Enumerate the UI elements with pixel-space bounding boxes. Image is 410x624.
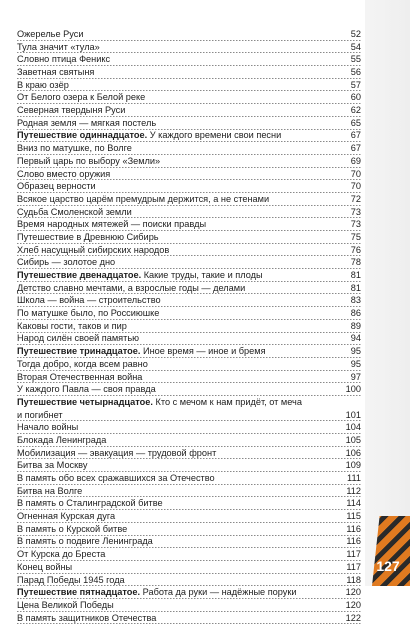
toc-entry-page: 101	[345, 409, 361, 420]
toc-entry-page: 106	[345, 447, 361, 458]
toc-entry-page: 52	[350, 28, 361, 39]
toc-entry	[17, 66, 361, 79]
toc-entry-page: 76	[350, 244, 361, 255]
toc-entry	[17, 561, 361, 574]
toc-entry-title: По матушке было, по Россиюшке	[17, 308, 160, 319]
toc-entry-title: Вторая Отечественная война	[17, 371, 143, 382]
toc-entry-page: 89	[350, 320, 361, 331]
toc-entry-title: Тогда добро, когда всем равно	[17, 358, 148, 369]
toc-entry-title: Родная земля — мягкая постель	[17, 117, 157, 128]
toc-entry-page: 67	[350, 130, 361, 141]
toc-entry-page: 109	[345, 460, 361, 471]
toc-entry-title: Огненная Курская дуга	[17, 511, 116, 522]
toc-entry-page: 117	[346, 549, 361, 560]
toc-section-subtitle: Какие труды, такие и плоды	[141, 270, 263, 281]
toc-entry	[17, 472, 361, 485]
toc-entry-page: 95	[350, 358, 361, 369]
toc-entry-title	[17, 396, 306, 409]
toc-entry-page: 117	[346, 561, 361, 572]
toc-entry-page: 83	[350, 295, 361, 306]
toc-entry-page: 73	[350, 206, 361, 217]
toc-entry-title	[17, 269, 267, 282]
toc-entry	[17, 510, 361, 523]
table-of-contents	[17, 28, 361, 624]
toc-entry-page: 70	[350, 181, 361, 192]
toc-entry	[17, 91, 361, 104]
toc-entry-page: 81	[350, 270, 361, 281]
toc-entry-page: 94	[350, 333, 361, 344]
toc-entry	[17, 497, 361, 510]
toc-entry	[17, 409, 361, 422]
toc-entry-title: Путешествие в Древнюю Сибирь	[17, 231, 159, 242]
toc-entry-title: Народ силён своей памятью	[17, 333, 140, 344]
toc-entry-title: Ожерелье Руси	[17, 28, 84, 39]
toc-entry-page: 57	[350, 79, 361, 90]
toc-section-subtitle: Иное время — иное и бремя	[140, 346, 266, 357]
toc-entry-title: Битва за Москву	[17, 460, 88, 471]
toc-entry-title: Судьба Смоленской земли	[17, 206, 132, 217]
toc-entry-title: У каждого Павла — своя правда	[17, 384, 156, 395]
toc-entry-title: Битва на Волге	[17, 485, 83, 496]
toc-entry	[17, 193, 361, 206]
toc-entry	[17, 536, 361, 549]
toc-entry-title: Северная твердыня Руси	[17, 105, 126, 116]
toc-entry-title: В память о подвиге Ленинграда	[17, 536, 153, 547]
toc-entry-page: 56	[350, 67, 361, 78]
toc-entry	[17, 231, 361, 244]
toc-entry-page: 70	[350, 168, 361, 179]
toc-entry-page: 81	[350, 282, 361, 293]
toc-entry-title: Детство славно мечтами, а взрослые годы — делами	[17, 282, 246, 293]
toc-entry-page: 86	[350, 308, 361, 319]
toc-entry-page: 65	[350, 117, 361, 128]
toc-entry	[17, 612, 361, 624]
toc-entry	[17, 218, 361, 231]
toc-entry-page: 54	[350, 41, 361, 52]
toc-entry-title: Словно птица Феникс	[17, 54, 111, 65]
toc-entry-page: 67	[350, 143, 361, 154]
toc-entry-title: От Белого озера к Белой реке	[17, 92, 146, 103]
toc-entry	[17, 28, 361, 41]
toc-entry	[17, 117, 361, 130]
toc-entry-page: 60	[350, 92, 361, 103]
toc-entry-title: В память обо всех сражавшихся за Отечество	[17, 473, 215, 484]
toc-entry	[17, 282, 361, 295]
toc-section-label: Путешествие четырнадцатое.	[17, 396, 153, 407]
toc-section-subtitle: Работа да руки — надёжные поруки	[140, 587, 297, 598]
toc-entry	[17, 523, 361, 536]
toc-entry-title: От Курска до Бреста	[17, 549, 106, 560]
toc-entry	[17, 358, 361, 371]
toc-section-label: Путешествие двенадцатое.	[17, 270, 142, 281]
toc-entry-title: В память о Сталинградской битве	[17, 498, 163, 509]
toc-entry-title: Начало войны	[17, 422, 79, 433]
toc-entry	[17, 421, 361, 434]
toc-entry	[17, 180, 361, 193]
toc-section-label: Путешествие одиннадцатое.	[17, 130, 148, 141]
toc-entry-page: 118	[346, 574, 361, 585]
toc-entry	[17, 447, 361, 460]
toc-section-heading	[17, 345, 361, 358]
toc-entry-page: 111	[347, 473, 361, 484]
toc-entry	[17, 168, 361, 181]
toc-entry	[17, 53, 361, 66]
toc-entry-title: В память защитников Отечества	[17, 612, 157, 623]
toc-entry	[17, 333, 361, 346]
toc-entry-title: Парад Победы 1945 года	[17, 574, 125, 585]
right-margin-band	[365, 0, 410, 586]
toc-entry	[17, 142, 361, 155]
toc-entry	[17, 244, 361, 257]
toc-entry-title: Заветная святыня	[17, 67, 95, 78]
toc-section-heading	[17, 130, 361, 143]
toc-entry-title: Слово вместо оружия	[17, 168, 111, 179]
toc-entry	[17, 41, 361, 54]
toc-entry-page: 97	[350, 371, 361, 382]
toc-entry	[17, 548, 361, 561]
toc-entry-title	[17, 345, 270, 358]
toc-entry	[17, 574, 361, 587]
toc-entry-title	[17, 129, 285, 142]
toc-entry-title	[17, 586, 301, 599]
toc-entry-title: Вниз по матушке, по Волге	[17, 143, 132, 154]
toc-entry-page: 105	[345, 434, 361, 445]
toc-entry-title: Первый царь по выбору «Земли»	[17, 155, 161, 166]
toc-entry-title: В краю озёр	[17, 79, 69, 90]
toc-section-subtitle: Кто с мечом к нам придёт, от меча	[152, 396, 302, 407]
toc-entry-page: 112	[346, 485, 361, 496]
toc-entry	[17, 206, 361, 219]
toc-entry	[17, 383, 361, 396]
toc-entry-page: 78	[350, 257, 361, 268]
toc-entry-title: Образец верности	[17, 181, 96, 192]
toc-section-label: Путешествие тринадцатое.	[17, 346, 141, 357]
toc-entry	[17, 459, 361, 472]
toc-entry	[17, 155, 361, 168]
toc-entry	[17, 485, 361, 498]
toc-entry	[17, 79, 361, 92]
toc-entry-page: 69	[350, 155, 361, 166]
toc-entry-title: Школа — война — строительство	[17, 295, 161, 306]
toc-entry	[17, 434, 361, 447]
toc-entry-page: 122	[345, 612, 361, 623]
toc-entry	[17, 307, 361, 320]
toc-section-heading	[17, 396, 361, 409]
toc-entry-title: Цена Великой Победы	[17, 599, 114, 610]
toc-section-subtitle: У каждого времени свои песни	[147, 130, 282, 141]
toc-section-heading	[17, 586, 361, 599]
toc-entry-page: 73	[350, 219, 361, 230]
toc-entry-page: 114	[346, 498, 361, 509]
page-number: 127	[376, 558, 400, 574]
toc-entry-title: Каковы гости, таков и пир	[17, 320, 127, 331]
toc-entry	[17, 256, 361, 269]
toc-entry-title: Блокада Ленинграда	[17, 434, 107, 445]
toc-entry-title: Мобилизация — эвакуация — трудовой фронт	[17, 447, 217, 458]
toc-entry	[17, 371, 361, 384]
toc-entry-title: и погибнет	[17, 409, 63, 420]
toc-entry-page: 120	[345, 599, 361, 610]
toc-entry-title: Всякое царство царём премудрым держится, а не стенами	[17, 193, 270, 204]
toc-entry-page: 116	[346, 536, 361, 547]
toc-section-heading	[17, 269, 361, 282]
toc-entry-page: 72	[350, 193, 361, 204]
toc-entry-title: Сибирь — золотое дно	[17, 257, 116, 268]
toc-entry	[17, 599, 361, 612]
toc-entry-page: 55	[350, 54, 361, 65]
toc-entry-page: 75	[350, 231, 361, 242]
toc-entry-page: 95	[350, 346, 361, 357]
toc-entry-title: Время народных мятежей — поиски правды	[17, 219, 207, 230]
toc-entry	[17, 320, 361, 333]
toc-entry-page: 116	[346, 523, 361, 534]
toc-entry-page: 62	[350, 105, 361, 116]
toc-section-label: Путешествие пятнадцатое.	[17, 587, 141, 598]
toc-entry-page: 120	[345, 587, 361, 598]
toc-entry-title: В память о Курской битве	[17, 523, 128, 534]
toc-entry-page: 100	[345, 384, 361, 395]
toc-entry-title: Хлеб насущный сибирских народов	[17, 244, 170, 255]
toc-entry	[17, 104, 361, 117]
toc-entry-title: Конец войны	[17, 561, 73, 572]
toc-entry-page: 115	[346, 511, 361, 522]
toc-entry	[17, 294, 361, 307]
toc-entry-page: 104	[345, 422, 361, 433]
toc-entry-title: Тула значит «тула»	[17, 41, 100, 52]
